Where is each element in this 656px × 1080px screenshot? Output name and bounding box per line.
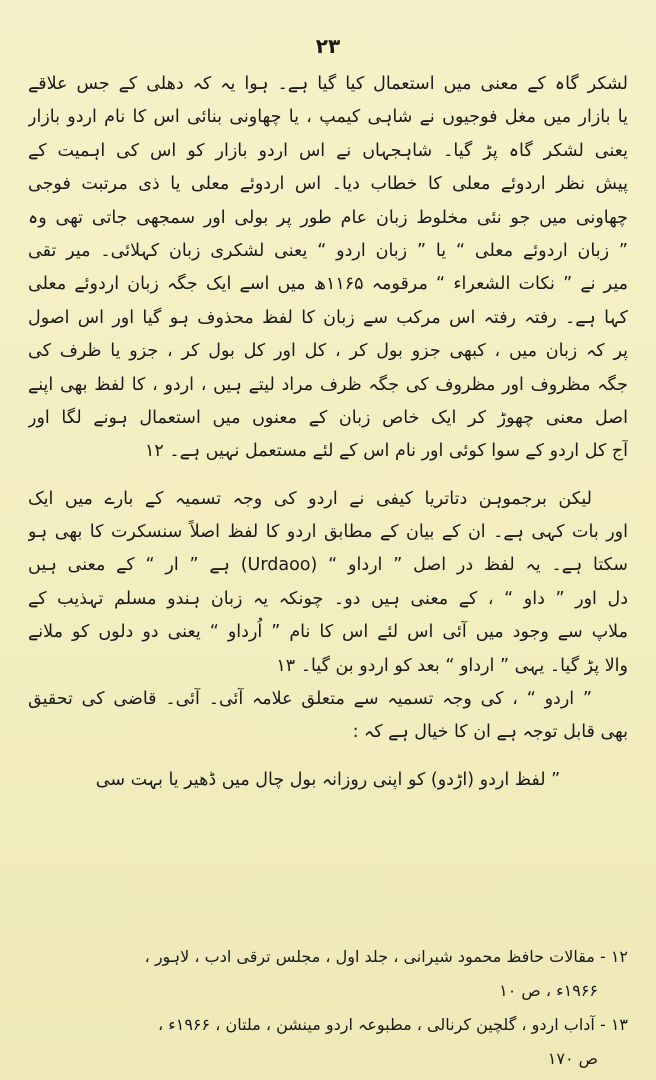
footnote-12-line-1: ۱۲ - مقالات حافظ محمود شیرانی ، جلد اول ، مجلس ترقی ادب ، لاہور ، [144, 947, 628, 966]
text-line: کہا ہے۔ رفتہ رفتہ اس مرکب سے زبان کا لفظ محذوف ہو گیا اور اس اصول [28, 307, 628, 328]
text-line: بھی قابل توجہ ہے ان کا خیال ہے کہ : [352, 722, 628, 743]
text-line: اور بات کہی ہے۔ ان کے بیان کے مطابق اردو کا لفظ اصلاً سنسکرت کا بھی ہو [28, 522, 628, 543]
footnote-13-line-2: ص ۱۷۰ [547, 1049, 598, 1068]
text-line: لیکن برجموہن دتاتریا کیفی نے اردو کی وجہ تسمیہ کے بارے میں ایک [28, 488, 592, 509]
paragraph-3 [28, 683, 628, 750]
paragraph-1 [28, 68, 628, 469]
footnotes [28, 940, 628, 1076]
text-line: آج کل اردو کے سوا کوئی اور نام اس کے لئے مستعمل نہیں ہے۔ ۱۲ [144, 441, 628, 462]
paragraph-gap [28, 750, 628, 764]
body-text [28, 68, 628, 797]
footnote-12-line-2: ۱۹۶۶ء ، ص ۱۰ [499, 981, 598, 1000]
text-line: لشکر گاہ کے معنی میں استعمال کیا گیا ہے۔ ہوا یہ کہ دھلی کے جس علاقے [28, 74, 628, 94]
text-line: میر نے ” نکات الشعراء “ مرقومہ ۱۱۶۵ھ میں اسے ایک جگہ زبان اردوئے معلی [28, 274, 628, 295]
paragraph-gap [28, 469, 628, 483]
text-line: یا بازار میں مغل فوجیوں نے شاہی کیمپ ، یا چھاونی بنائی اس کا نام اردو بازار [28, 107, 628, 128]
text-line: جگہ مظروف اور مظروف کی جگہ ظرف مراد لیتے ہیں ، اردو ، کا لفظ بھی اپنے [28, 374, 628, 395]
text-line: والا پڑ گیا۔ یہی ” ارداو “ بعد کو اردو بن گیا۔ ۱۳ [276, 655, 628, 676]
text-line: پیش نظر اردوئے معلی کا خطاب دیا۔ اس اردوئے معلی یا ذی مرتبت فوجی [28, 174, 628, 195]
page-number: ۲۳ [315, 34, 341, 58]
quote-line: ” لفظ اردو (اڑدو) کو اپنی روزانہ بول چال میں ڈھیر یا بہت سی [95, 769, 561, 790]
paragraph-2 [28, 483, 628, 683]
footnote-13-line-1: ۱۳ - آداب اردو ، گلچین کرنالی ، مطبوعہ اردو مینشن ، ملتان ، ۱۹۶۶ء ، [157, 1015, 628, 1034]
text-line: اصل معنی چھوڑ کر ایک خاص زبان کے معنوں میں استعمال ہونے لگا اور [28, 407, 628, 428]
text-line: چھاونی میں جو نئی مخلوط زبان عام طور پر بولی اور سمجھی جاتی تھی وہ [28, 207, 628, 228]
text-line: یعنی لشکر گاہ پڑ گیا۔ شاہجہاں نے اس اردو بازار کو اس کی اہمیت کے [28, 140, 628, 161]
text-line: سکتا ہے۔ یہ لفظ در اصل ” ارداو “ (Urdaoo) ہے ” ار “ کے معنی ہیں [28, 555, 628, 576]
text-line: پر کہ زبان میں ، کبھی جزو بول کر ، کل اور کل بول کر ، جزو یا ظرف کی [28, 341, 628, 362]
text-line: ” اردو “ ، کی وجہ تسمیہ سے متعلق علامہ آئی۔ آئی۔ قاضی کی تحقیق [28, 689, 592, 710]
text-line: دل اور ” داو “ ، کے معنی ہیں دو۔ چونکہ یہ زبان ہندو مسلم تہذیب کے [28, 588, 628, 609]
text-line: ملاپ سے وجود میں آئی اس لئے اس کا نام ” اُرداو “ یعنی دو دلوں کو ملانے [28, 622, 628, 643]
text-line: ” زبان اردوئے معلی “ یا ” زبان اردو “ یعنی لشکری زبان کہلائی۔ میر تقی [28, 240, 628, 261]
